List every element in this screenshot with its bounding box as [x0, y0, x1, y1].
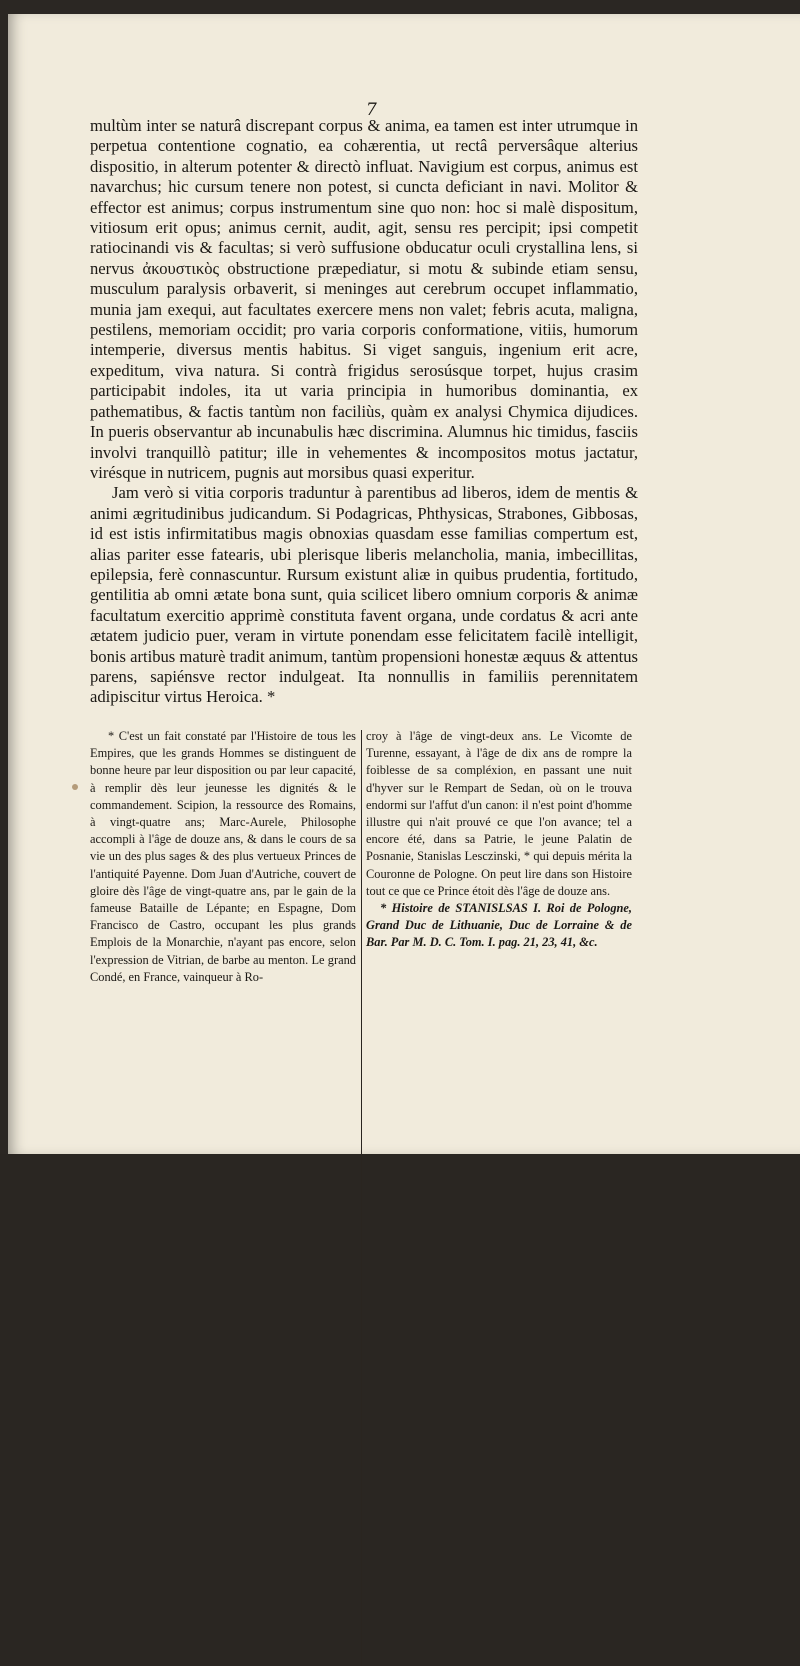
book-page: [8, 14, 800, 1154]
paper-stain: [72, 784, 78, 790]
main-text-body: [90, 116, 638, 708]
footnote-citation: * Histoire de STANISLSAS I. Roi de Pologne, Grand Duc de Lithuanie, Duc de Lorraine & de Bar. Par M. D. C. Tom. I. pag. 21, 23, 41, &c.: [366, 901, 632, 950]
footnote-right-text: croy à l'âge de vingt-deux ans. Le Vicomte de Turenne, essayant, à l'âge de dix ans de rompre la foiblesse de sa compléxion, en passant une nuit d'hyver sur le Rempart de Sedan, où on le trouva endormi sur l'affut d'un canon: il n'est point d'homme illustre qui n'ait prouvé ce que l'on avance; tel a encore été, dans sa Patrie, le jeune Palatin de Posnanie, Stanislas Lesczinski, * qui depuis mérita la Couronne de Pologne. On peut lire dans son Histoire tout ce que ce Prince étoit dès l'âge de douze ans.: [366, 729, 632, 898]
page-number: 7: [366, 100, 377, 120]
footnote-column-divider: [361, 730, 362, 1666]
footnote-left-column: [90, 728, 362, 986]
main-paragraph-1: multùm inter se naturâ discrepant corpus & anima, ea tamen est inter utrumque in perpetua contentione cognatio, ea cohærentia, ut rectâ perversâque alterius dispositio, in alterum potenter & directò influat. Navigium est corpus, animus est navarchus; hic cursum tenere non potest, si cuncta deficiant in navi. Molitor & effector est animus; corpus instrumentum sine quo non: hoc si malè dispositum, vitiosum erit opus; animus cernit, audit, agit, sensu res percipit; ipsi competit ratiocinandi vis & facultas; si verò suffusione obducatur oculi crystallina lens, si nervus ἀκουστικὸς obstructione præpediatur, si motu & subinde etiam sensu, musculum paralysis orbaverit, si meninges aut cerebrum occupet inflammatio, munia jam exequi, aut facultates exercere mens non valet; febris acuta, maligna, pestilens, memoriam occidit; pro varia corporis conformatione, vitiis, humorum intemperie, diversus mentis habitus. Si viget sanguis, ingenium erit acre, expeditum, viva natura. Si contrà frigidus serosúsque torpet, hujus crasim participabit indoles, ita ut varia principia in humoribus dominantia, ex pathematibus, & factis tantùm non faciliùs, quàm ex analysi Chymica dijudices. In pueris observantur ab incunabulis hæc discrimina. Alumnus hic timidus, fasciis involvi tranquillò patitur; ille in vehementes & incompositos motus jactatur, virésque in nutricem, pugnis aut morsibus quasi experitur.: [90, 116, 638, 482]
footnote-right-column: [366, 728, 632, 952]
main-paragraph-2: Jam verò si vitia corporis traduntur à parentibus ad liberos, idem de mentis & animi ægritudinibus judicandum. Si Podagricas, Phthysicas, Strabones, Gibbosas, id est istis infirmitatibus magis obnoxias quasdam esse familias compertum est, alias pariter esse fatearis, ubi plerisque liberis melancholia, mania, imbecillitas, epilepsia, ferè connascuntur. Rursum existunt aliæ in quibus prudentia, fortitudo, gentilitia ab omni ætate bona sunt, quia scilicet libero omnium corporis & animæ facultatum exercitio apprimè constituta favent organa, unde cordatus & acri ante ætatem judicio puer, veram in virtute ponendam esse felicitatem facilè intelligit, bonis artibus maturè tradit animum, tantùm propensioni honestæ æquus & attentus parens, sapiénsve rector indulgeat. Ita nonnullis in familiis perennitatem adipiscitur virtus Heroica. *: [90, 483, 638, 707]
footnote-left-text: * C'est un fait constaté par l'Histoire de tous les Empires, que les grands Hommes se distinguent de bonne heure par leur disposition ou par leur capacité, à remplir dès leur jeunesse les dignités & le commandement. Scipion, la ressource des Romains, à vingt-quatre ans; Marc-Aurele, Philosophe accompli à l'âge de douze ans, & dans le cours de sa vie un des plus sages & des plus vertueux Princes de l'antiquité Payenne. Dom Juan d'Autriche, couvert de gloire dès l'âge de vingt-quatre ans, par le gain de la fameuse Bataille de Lépante; en Espagne, Dom Francisco de Castro, occupant les plus grands Emplois de la Monarchie, n'ayant pas encore, selon l'expression de Vitrian, de barbe au menton. Le grand Condé, en France, vainqueur à Ro-: [90, 729, 356, 984]
